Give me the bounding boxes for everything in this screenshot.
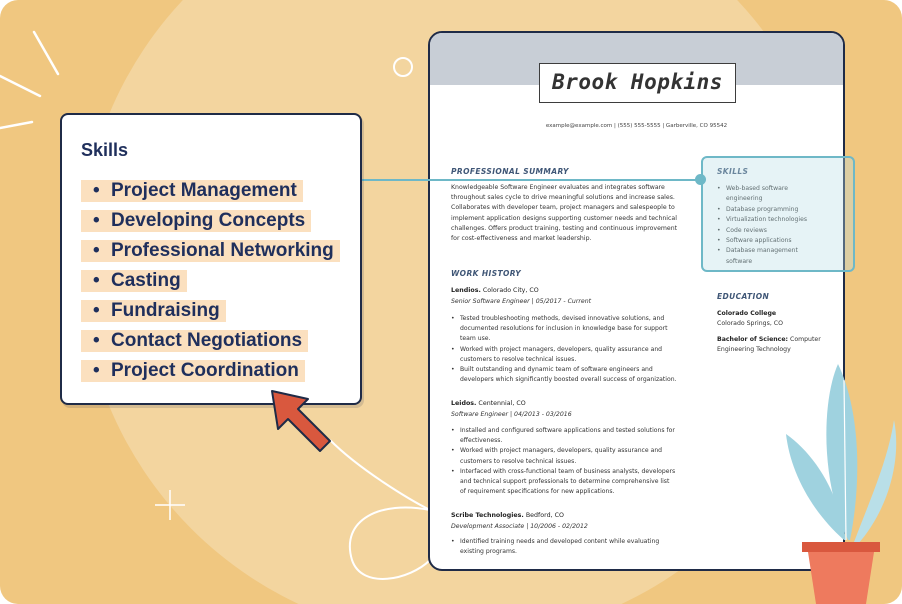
edu-school: Colorado College [717, 310, 777, 317]
callout-skill [81, 240, 340, 270]
skill-label: Developing Concepts [111, 210, 306, 231]
resume-contact: example@example.com | (555) 555-5555 | Garberville, CO 95542 [545, 123, 728, 129]
skills-heading: SKILLS [717, 167, 749, 176]
summary-text [451, 183, 696, 244]
skills-highlight-box [701, 156, 855, 272]
job-company-name: Scribe Technologies. [451, 512, 524, 519]
work-history-heading: WORK HISTORY [451, 269, 522, 278]
bullet-line: • Tested troubleshooting methods, devised innovative solutions, and [460, 315, 665, 322]
bullet-line: • Installed and configured software applications and tested solutions for [460, 427, 675, 434]
skill-chip: • Project Management [81, 180, 303, 202]
summary-line: challenges. Offers product training, testing and continuous improvement [451, 224, 678, 232]
callout-skill-list [81, 180, 340, 390]
bullet-line: • Identified training needs and developed content while evaluating [460, 538, 660, 545]
connector-dot [695, 174, 706, 185]
job-bullet [451, 446, 701, 466]
skill-item: • Software applications [717, 236, 819, 246]
skill-label: Contact Negotiations [111, 330, 303, 351]
skills-callout [60, 113, 362, 405]
skill-item: • Web-based software engineering [717, 184, 819, 205]
bullet-line: developers which significantly boosted overall success of organization. [460, 376, 677, 384]
bullet-line: • Worked with project managers, developers, quality assurance and [460, 447, 663, 455]
bullet-line: team use. [460, 335, 491, 343]
job-bullets [451, 537, 696, 557]
bullet-line: • Interfaced with cross-functional team of business analysts, developers [460, 467, 676, 475]
job-location: Bedford, CO [523, 512, 564, 519]
bullet-line: • Worked with project managers, developers, quality assurance and [460, 345, 663, 353]
skill-item: • Database management software [717, 246, 819, 267]
education-entry [717, 309, 837, 329]
skill-chip: • Project Coordination [81, 360, 305, 382]
edu-detail: Computer Engineering Technology [717, 336, 821, 354]
skill-chip: • Fundraising [81, 300, 226, 322]
job-bullet [451, 345, 696, 365]
bullet-line: • Built outstanding and dynamic team of software engineers and [460, 366, 653, 374]
summary-line: implement application designs supporting customer needs and technical [451, 214, 677, 222]
bullet-line: effectiveness. [460, 437, 503, 445]
skill-label: Project Management [111, 180, 297, 201]
job-bullet [451, 365, 696, 385]
job-company [451, 400, 526, 407]
skill-label: Fundraising [111, 300, 220, 321]
skill-label: Project Coordination [111, 360, 299, 381]
callout-title: Skills [81, 140, 129, 160]
summary-line: for cost-effectiveness and market leadership. [451, 235, 592, 243]
edu-detail: Colorado Springs, CO [717, 320, 783, 328]
bullet-line: existing programs. [460, 548, 517, 556]
job-bullet [451, 537, 696, 557]
job-bullet [451, 467, 701, 498]
connector-line [362, 179, 698, 181]
job-bullets [451, 314, 696, 385]
skill-chip: • Developing Concepts [81, 210, 311, 232]
callout-skill [81, 330, 340, 360]
plant-icon [780, 360, 902, 604]
job-role: Senior Software Engineer | 05/2017 - Current [451, 298, 592, 305]
resume-name: Brook Hopkins [539, 63, 736, 103]
callout-skill [81, 210, 340, 240]
summary-line: throughout sales cycle to drive meaningful solutions and increase sales. [451, 194, 675, 202]
job-bullets [451, 426, 701, 497]
bullet-line: customers to resolve technical issues. [460, 457, 577, 465]
edu-degree: Bachelor of Science: [717, 336, 789, 343]
callout-skill [81, 300, 340, 330]
skill-label: Professional Networking [111, 240, 334, 261]
skill-item: • Virtualization technologies [717, 215, 819, 225]
bullet-line: of requirement specifications for new applications. [460, 488, 615, 496]
job-role: Development Associate | 10/2006 - 02/2012 [451, 523, 588, 530]
job-bullet [451, 314, 696, 345]
pointer-arrow-icon [268, 385, 338, 455]
bullet-line: customers to resolve technical issues. [460, 355, 577, 363]
skill-chip: • Contact Negotiations [81, 330, 308, 352]
skill-item: • Code reviews [717, 226, 819, 236]
job-location: Colorado City, CO [480, 287, 539, 294]
job-bullet [451, 426, 701, 446]
summary-heading: PROFESSIONAL SUMMARY [451, 167, 569, 176]
job-location: Centennial, CO [476, 400, 526, 407]
skill-chip: • Casting [81, 270, 187, 292]
education-entry [717, 335, 837, 355]
skill-chip: • Professional Networking [81, 240, 340, 262]
job-company-name: Lendios. [451, 287, 481, 294]
education-heading: EDUCATION [717, 292, 770, 301]
job-company [451, 287, 539, 294]
skill-label: Casting [111, 270, 181, 291]
callout-skill [81, 270, 340, 300]
job-company [451, 512, 564, 519]
job-role: Software Engineer | 04/2013 - 03/2016 [451, 411, 572, 418]
skill-item: • Database programming [717, 205, 819, 215]
bullet-line: documented resolutions for inclusion in knowledge base for support [460, 325, 668, 333]
callout-skill [81, 180, 340, 210]
summary-line: Knowledgeable Software Engineer evaluates and integrates software [451, 184, 665, 191]
job-company-name: Leidos. [451, 400, 477, 407]
summary-line: Collaborates with developer team, project managers and salespeople to [451, 204, 675, 212]
bullet-line: and technical support professionals to determine comprehensive list [460, 478, 670, 486]
